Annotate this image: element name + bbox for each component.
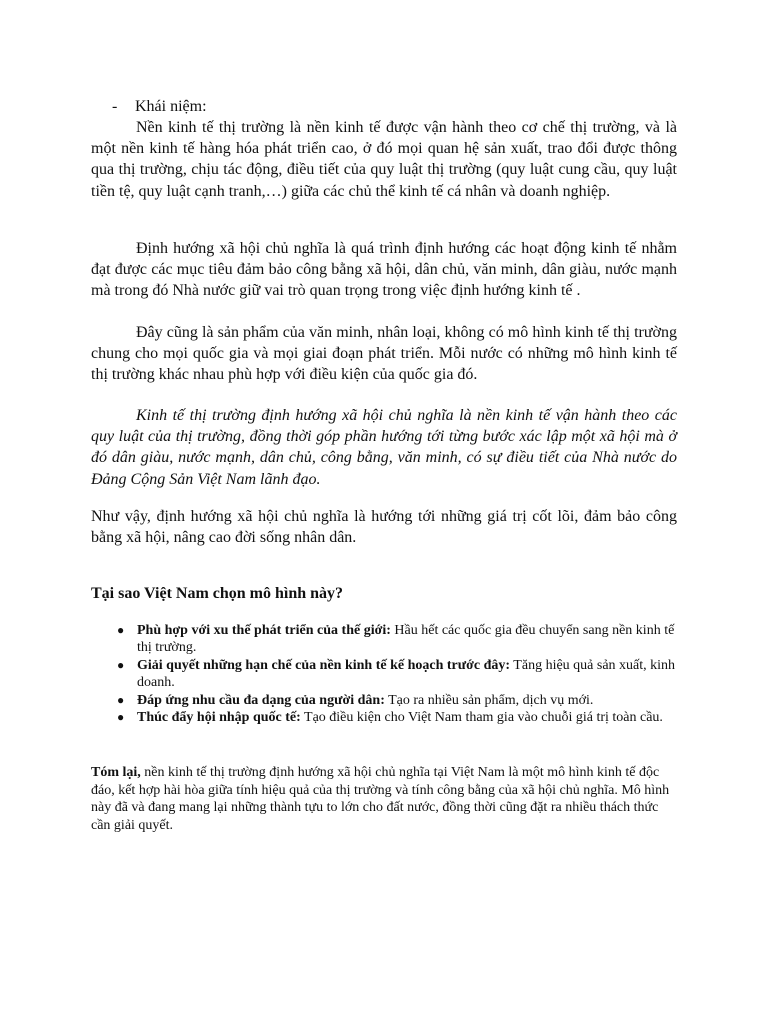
reasons-list <box>91 622 677 726</box>
summary-text: nền kinh tế thị trường định hướng xã hội chủ nghĩa tại Việt Nam là một mô hình kinh tế độc đáo, kết hợp hài hòa giữa tính hiệu quả của thị trường và tính công bằng của xã hội chủ nghĩa. Mô hình này đã và đang mang lại những thành tựu to lớn cho đất nước, đồng thời cũng đặt ra nhiều thách thức cần giải quyết. <box>91 765 670 833</box>
item-bold-label: Giải quyết những hạn chế của nền kinh tế kế hoạch trước đây: <box>137 657 511 673</box>
paragraph-definition-italic: Kinh tế thị trường định hướng xã hội chủ nghĩa là nền kinh tế vận hành theo các quy luật của thị trường, đồng thời góp phần hướng tới từng bước xác lập một xã hội mà ở đó dân giàu, nước mạnh, dân chủ, công bằng, văn minh, có sự điều tiết của Nhà nước do Đảng Cộng Sản Việt Nam lãnh đạo. <box>91 407 677 488</box>
item-bold-label: Phù hợp với xu thế phát triển của thế giới: <box>137 623 391 638</box>
list-item <box>91 622 677 657</box>
list-item <box>91 709 677 726</box>
section-heading-why: Tại sao Việt Nam chọn mô hình này? <box>91 585 344 602</box>
item-text: Hầu hết các quốc gia đều chuyển sang nền kinh tế thị trường. <box>137 623 675 656</box>
bullet-icon: ● <box>117 623 125 637</box>
list-item <box>91 692 677 709</box>
bullet-icon: ● <box>117 710 125 725</box>
concept-label: Khái niệm: <box>135 98 207 115</box>
dash-marker: - <box>112 98 118 115</box>
item-bold-label: Thúc đẩy hội nhập quốc tế: <box>137 710 301 726</box>
item-bold-label: Đáp ứng nhu cầu đa dạng của người dân: <box>137 692 385 708</box>
summary-bold-label: Tóm lại, <box>91 765 141 780</box>
paragraph-market-economy: Nền kinh tế thị trường là nền kinh tế được vận hành theo cơ chế thị trường, và là một nền kinh tế hàng hóa phát triển cao, ở đó mọi quan hệ sản xuất, trao đổi được thông qua thị trường, chịu tác động, điều tiết của quy luật thị trường (quy luật cung cầu, quy luật tiền tệ, quy luật cạnh tranh,…) giữa các chủ thể kinh tế cá nhân và doanh nghiệp. <box>91 119 677 200</box>
bullet-icon: ● <box>117 692 125 707</box>
paragraph-socialist-orientation: Định hướng xã hội chủ nghĩa là quá trình định hướng các hoạt động kinh tế nhằm đạt được các mục tiêu đảm bảo công bằng xã hội, dân chủ, văn minh, dân giàu, nước mạnh mà trong đó Nhà nước giữ vai trò quan trọng trong việc định hướng kinh tế . <box>91 240 677 300</box>
bullet-icon: ● <box>117 657 125 672</box>
paragraph-civilization-product: Đây cũng là sản phẩm của văn minh, nhân loại, không có mô hình kinh tế thị trường chung cho mọi quốc gia và mọi giai đoạn phát triển. Mỗi nước có những mô hình kinh tế thị trường khác nhau phù hợp với điều kiện của quốc gia đó. <box>91 324 677 384</box>
paragraph-conclusion: Như vậy, định hướng xã hội chủ nghĩa là hướng tới những giá trị cốt lõi, đảm bảo công bằng xã hội, nâng cao đời sống nhân dân. <box>91 508 677 547</box>
item-text: Tăng hiệu quả sản xuất, kinh doanh. <box>137 657 676 691</box>
item-text: Tạo điều kiện cho Việt Nam tham gia vào chuỗi giá trị toàn cầu. <box>300 710 663 726</box>
item-text: Tạo ra nhiều sản phẩm, dịch vụ mới. <box>384 692 594 708</box>
summary-paragraph <box>91 764 681 834</box>
concept-heading <box>112 96 207 117</box>
list-item <box>91 657 677 692</box>
